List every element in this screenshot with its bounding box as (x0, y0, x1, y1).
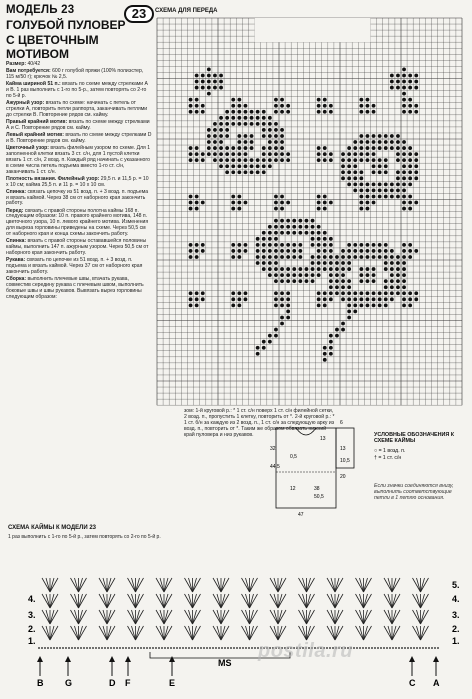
arrow-label: B (37, 678, 44, 688)
schema-num-4: 13 (320, 436, 326, 442)
schema-num-10: 0,5 (290, 454, 297, 460)
ms-label: MS (218, 658, 232, 668)
border-chart-title: СХЕМА КАЙМЫ К МОДЕЛИ 23 (8, 525, 97, 531)
schema-num-1: 32 (270, 446, 276, 452)
arrow-label: D (109, 678, 116, 688)
arrow-label: C (409, 678, 416, 688)
legend-dc: † = 1 ст. с/н (374, 454, 402, 461)
instruction-paragraph: Спинка: связать цепочку из 51 возд. п. + 3 возд. п. подъема и вязать каймой. Через 38 см от наборного края закончить работу. (6, 188, 149, 207)
filet-chart (155, 16, 465, 406)
instructions-column (6, 62, 152, 302)
instruction-paragraph: Левый крайний мотив: вязать по схеме между стрелками D и B. Повторение рядов см. кайму. (6, 131, 152, 144)
row-number-right: 4. (452, 594, 460, 604)
schema-num-6: 20 (340, 474, 346, 480)
schema-neckline (296, 428, 316, 435)
schema-num-7: 12 (290, 486, 296, 492)
schema-num-9: 50,5 (314, 494, 324, 500)
model-label: МОДЕЛЬ 23 (6, 4, 75, 16)
row-number-right: 2. (452, 624, 460, 634)
arrow-up-icon (433, 656, 439, 662)
arrow-up-icon (37, 656, 43, 662)
instruction-paragraph: Плотность вязания. Филейный узор: 29,5 п. и 11,5 р. = 10 х 10 см; кайма 25,5 п. и 11 р. = 10 х 10 см. (6, 175, 149, 188)
instruction-paragraph: Кайма шириной 51 п.: вязать по схеме между стрелками А и В. 1 раз выполнить с 1-го по 5-р., затем повторять со 2-го по 5-й р. (6, 81, 148, 99)
border-legend (374, 432, 466, 501)
schema-num-12: 10,5 (340, 458, 350, 464)
chain-stitch-icon: ○ (374, 448, 379, 455)
arrow-label: A (433, 678, 440, 688)
schema-num-8: 38 (314, 486, 320, 492)
schema-num-5: 47 (298, 512, 304, 518)
garment-schema (270, 420, 362, 518)
instruction-paragraph: Сборка: выполнить плечевые швы, втачать рукава, совместив середину рукава с плечевым швом, выполнить боковые швы и швы рукавов. Вывязать вырез горловины следующим образом: (6, 276, 144, 300)
row-number-left: 4. (28, 594, 36, 604)
schema-body (276, 428, 336, 508)
arrow-label: G (65, 678, 73, 688)
row-number-left: 3. (28, 610, 36, 620)
instruction-paragraph: Вам потребуется: 600 г голубой пряжи (100% полиэстер, 115 м/50 г); крючок № 2,5. (6, 68, 144, 80)
instruction-paragraph: Рукава: связать по цепочке из 51 возд. п. + 3 возд. п. подъема и вязать каймой. Через 37 см от наборного края закончить работу. (6, 257, 143, 275)
model-title-line-1: ГОЛУБОЙ ПУЛОВЕР (6, 18, 126, 32)
neckline-cutout (255, 18, 371, 42)
legend-chain: ○ = 1 возд. п. (374, 448, 406, 455)
instruction-paragraph: Спинка: вязать с правой стороны остававшейся половины каймы, выполнить 147 п. ажурным узором. Через 50,5 см от наборного края закончить работу. (6, 238, 149, 257)
instruction-paragraph: Правый крайний мотив: вязать по схеме между стрелками А и С. Повторение рядов см. кайму. (6, 118, 150, 131)
model-title-line-2: С ЦВЕТОЧНЫМ (6, 32, 99, 47)
schema-num-11: 13 (340, 446, 346, 452)
schema-num-2: 44,5 (270, 464, 280, 470)
row-number-right: 5. (452, 580, 460, 590)
row-number-left: 1. (28, 636, 36, 646)
border-chart-subtitle: 1 раз выполнить с 1-го по 5-й р., затем повторять со 2-го по 5-й р. (8, 534, 161, 540)
row-number-right: 1. (452, 636, 460, 646)
arrow-up-icon (125, 656, 131, 662)
schema-num-3: 6 (340, 420, 343, 426)
fan-motifs (42, 578, 429, 640)
watermark: postila.ru (258, 640, 354, 662)
model-number-badge: 23 (124, 5, 154, 23)
arrow-label: E (169, 678, 176, 688)
instruction-paragraph: Ажурный узор: вязать по схеме: начинать с петель от стрелки А, повторить петли раппорта, заканчивать петлями до стрелки В. Повторение рядов см. кайму. (6, 100, 148, 118)
model-header (6, 4, 152, 61)
arrow-up-icon (109, 656, 115, 662)
arrow-label: F (125, 678, 131, 688)
double-crochet-icon: † (374, 454, 379, 461)
arrow-up-icon (169, 656, 175, 662)
chart-title: СХЕМА ДЛЯ ПЕРЕДА (155, 8, 218, 14)
row-number-left: 2. (28, 624, 36, 634)
model-title-line-3: МОТИВОМ (6, 47, 69, 61)
neckline-instructions: зом: 1-й круговой р.: * 1 ст. с/н поверх 1 ст. с/н филейной сетки, 2 возд. п., пропустить 1 клетку, повторить от *. 2-й круговой р.: * 1 ст. б/н за каждую из 2 возд. п., 1 ст. с/н за следующую арку из возд. п., повторить от *. Таким же образом обвязать нижний край пуловера и низ рукавов. (184, 408, 335, 438)
border-legend-note: Если значки соединяются внизу, выполнить соответствующие петли в 1 петлю основания. (374, 482, 454, 502)
instruction-paragraph: Размер: 40/42 (6, 61, 41, 67)
arrow-up-icon (409, 656, 415, 662)
instruction-paragraph: Перед: связать с правой стороны полотна каймы 168 п. следующим образом: 10 п. правого крайнего мотива, 148 п. цветочного узора, 10 п. левого крайнего мотива. Изменения для выреза горловины приведены на схеме. Через 50,5 см от наборного края и конца схемы закончить работу. (6, 207, 149, 238)
border-chart (0, 540, 472, 699)
arrow-up-icon (65, 656, 71, 662)
instruction-paragraph: Цветочный узор: вязать филейным узором по схеме. Для 1 заполненной клетки вязать 3 ст. с/н, для 1 пустой клетки вязать 1 ст. с/н, 2 возд. п. Каждый ряд начинать с указанного в схеме числа петель подъема вместо 1-го ст. с/н, заканчивать 1 ст. с/н. (6, 144, 151, 175)
filet-grid (155, 16, 465, 406)
row-number-right: 3. (452, 610, 460, 620)
border-legend-title: УСЛОВНЫЕ ОБОЗНАЧЕНИЯ К СХЕМЕ КАЙМЫ (374, 432, 455, 445)
